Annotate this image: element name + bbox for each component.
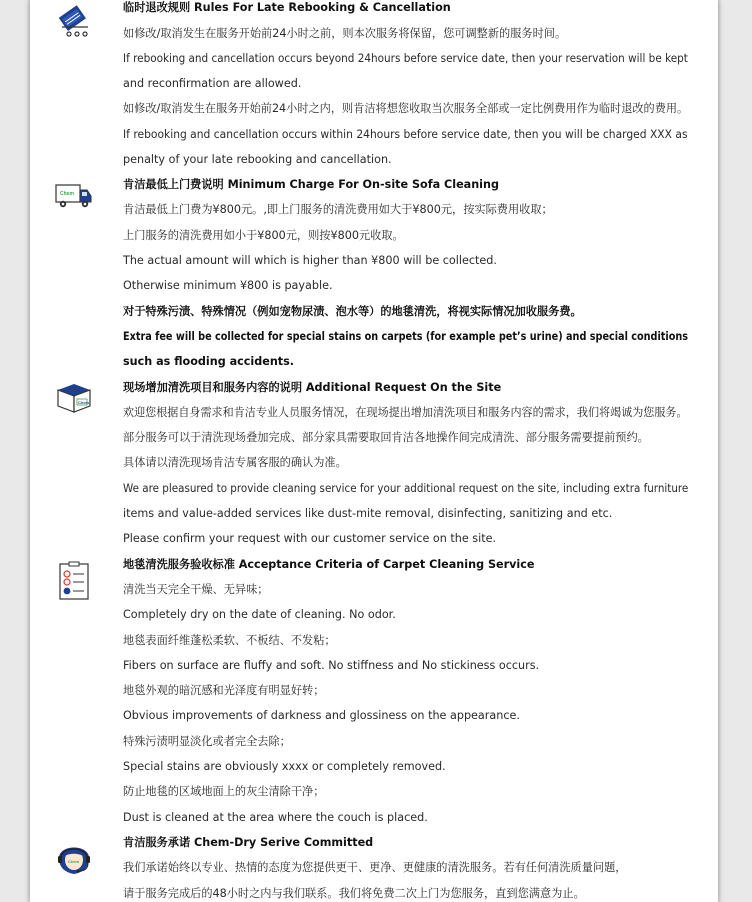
body-text: Fibers on surface are fluffy and soft. No stiffness and No stickiness occurs. bbox=[123, 659, 540, 672]
customer-service-headset-icon bbox=[55, 838, 93, 880]
body-text: Special stains are obviously xxxx or completely removed. bbox=[123, 760, 446, 773]
page-shadow-right bbox=[718, 0, 722, 902]
svg-text:Chem: Chem bbox=[60, 191, 74, 197]
body-text: We are pleasured to provide cleaning service for your additional request on the site, including extra furniture bbox=[123, 482, 689, 495]
svg-text:Chem: Chem bbox=[78, 400, 90, 405]
body-text: Otherwise minimum ¥800 is payable. bbox=[123, 279, 333, 292]
body-text: Obvious improvements of darkness and glossiness on the appearance. bbox=[123, 709, 520, 722]
extra-fee-note: such as flooding accidents. bbox=[123, 355, 295, 368]
body-text: and reconfirmation are allowed. bbox=[123, 77, 302, 90]
body-text: 如修改/取消发生在服务开始前24小时之内，则肯洁将想您收取当次服务全部或一定比例费用作为临时退改的费用。 bbox=[123, 102, 689, 115]
svg-text:Chem: Chem bbox=[68, 859, 80, 864]
section-title-service-committed: 肯洁服务承诺 Chem-Dry Serive Committed bbox=[123, 836, 374, 849]
body-text: 特殊污渍明显淡化或者完全去除； bbox=[123, 735, 291, 748]
section-title-acceptance-criteria: 地毯清洗服务验收标准 Acceptance Criteria of Carpet Cleaning Service bbox=[123, 558, 535, 571]
body-text: 上门服务的清洗费用如小于¥800元，则按¥800元收取。 bbox=[123, 229, 404, 242]
body-text: 如修改/取消发生在服务开始前24小时之前，则本次服务将保留，您可调整新的服务时间。 bbox=[123, 27, 567, 40]
body-text: penalty of your late rebooking and cancellation. bbox=[123, 153, 392, 166]
delivery-truck-icon bbox=[54, 182, 94, 212]
body-text: items and value-added services like dust-mite removal, disinfecting, sanitizing and etc. bbox=[123, 507, 613, 520]
calendar-edit-icon bbox=[55, 3, 93, 39]
extra-fee-note: 对于特殊污渍、特殊情况（例如宠物尿渍、泡水等）的地毯清洗，将视实际情况加收服务费。 bbox=[123, 305, 582, 318]
body-text: Dust is cleaned at the area where the couch is placed. bbox=[123, 811, 428, 824]
body-text: 清洗当天完全干燥、无异味； bbox=[123, 583, 269, 596]
body-text: If rebooking and cancellation occurs beyond 24hours before service date, then your reservation will be kept bbox=[123, 52, 688, 65]
body-text: 防止地毯的区域地面上的灰尘清除干净； bbox=[123, 785, 325, 798]
section-title-late-rebooking: 临时退改规则 Rules For Late Rebooking & Cancellation bbox=[123, 1, 451, 14]
body-text: Please confirm your request with our customer service on the site. bbox=[123, 532, 497, 545]
section-title-additional-request: 现场增加清洗项目和服务内容的说明 Additional Request On the Site bbox=[123, 381, 502, 394]
body-text: 地毯表面纤维蓬松柔软、不板结、不发粘； bbox=[123, 634, 336, 647]
section-title-minimum-charge: 肯洁最低上门费说明 Minimum Charge For On-site Sofa Cleaning bbox=[123, 178, 499, 191]
body-text: 具体请以清洗现场肯洁专属客服的确认为准。 bbox=[123, 456, 347, 469]
body-text: If rebooking and cancellation occurs within 24hours before service date, then you will be charged XXX as bbox=[123, 128, 688, 141]
body-text: 我们承诺始终以专业、热情的态度为您提供更干、更净、更健康的清洗服务。若有任何清洗质量问题， bbox=[123, 861, 627, 874]
checklist-clipboard-icon bbox=[58, 561, 90, 601]
body-text: Completely dry on the date of cleaning. No odor. bbox=[123, 608, 396, 621]
body-text: 部分服务可以于清洗现场叠加完成、部分家具需要取回肯洁各地操作间完成清洗、部分服务需要提前预约。 bbox=[123, 431, 649, 444]
extra-fee-note: Extra fee will be collected for special stains on carpets (for example pet’s urine) and special conditions bbox=[123, 330, 689, 343]
body-text: The actual amount will which is higher than ¥800 will be collected. bbox=[123, 254, 497, 267]
body-text: 欢迎您根据自身需求和肯洁专业人员服务情况，在现场提出增加清洗项目和服务内容的需求，我们将竭诚为您服务。 bbox=[123, 406, 688, 419]
body-text: 地毯外观的暗沉感和光泽度有明显好转； bbox=[123, 684, 325, 697]
body-text: 请于服务完成后的48小时之内与我们联系。我们将免费二次上门为您服务，直到您满意为止。 bbox=[123, 887, 585, 900]
package-box-icon bbox=[55, 382, 93, 414]
body-text: 肯洁最低上门费为¥800元。,即上门服务的清洗费用如大于¥800元，按实际费用收取； bbox=[123, 203, 553, 216]
